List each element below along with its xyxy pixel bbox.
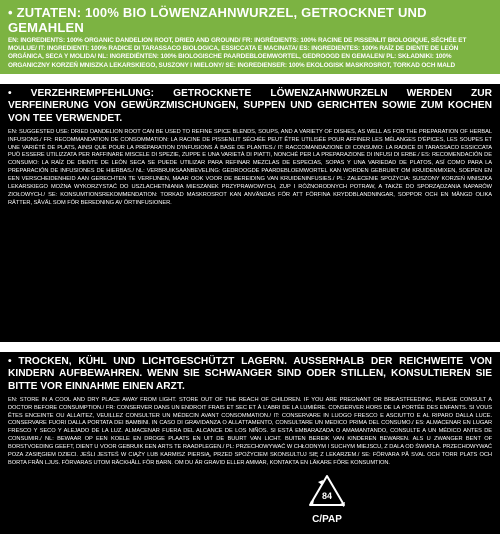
recycling-material: C/PAP: [312, 513, 342, 525]
ingredients-section: [0, 0, 500, 74]
recycle-icon: [304, 472, 350, 530]
suggested-use-heading: • VERZEHREMPFEHLUNG: GETROCKNETE LÖWENZAHNWURZELN WERDEN ZUR VERFEINERUNG VON GEWÜRZMISCHUNGEN, SUPPEN UND GERICHTEN SOWIE ZUM KOCHEN VON TEE VERWENDET.: [8, 87, 492, 124]
ingredients-heading: • ZUTATEN: 100% BIO LÖWENZAHNWURZEL, GETROCKNET UND GEMAHLEN: [8, 5, 427, 35]
ingredients-translations: EN: INGREDIENTS: 100% ORGANIC DANDELION ROOT, DRIED AND GROUND/ FR: INGRÉDIENTS: 100% RACINE DE PISSENLIT BIOLOGIQUE, SÉCHÉE ET MOULUE/ IT: INGREDIENTI: 100% RADICE DI TARASSACO BIOLOGICA, ESSICCATA E MACINATA/ ES: INGREDIENTES: 100% RAÍZ DE DIENTE DE LEÓN ORGÁNICA, SECA Y MOLIDA/ NL: INGREDIËNTEN: 100% BIOLOGISCHE PAARDEBLOEMWORTEL, GEDROOGD EN GEMALEN/ PL: SKŁADNIKI: 100% ORGANICZNY KORZEŃ MNISZKA LEKARSKIEGO, SUSZONY I MIELONY/ SE: INGREDIENSER: 100% EKOLOGISK MASKROSROT, TORKAD OCH MALD: [8, 37, 467, 69]
storage-section: [0, 352, 500, 534]
suggested-use-translations: EN: SUGGESTED USE: DRIED DANDELION ROOT CAN BE USED TO REFINE SPICE BLENDS, SOUPS, AND A VARIETY OF DISHES, AS WELL AS FOR THE PREPARATION OF HERBAL INFUSIONS./ FR: RECOMMANDATION DE CONSOMMATION: LA RACINE DE PISSENLIT SÉCHÉE PEUT ÊTRE UTILISÉE POUR AFFINER LES MÉLANGES D'ÉPICES, LES SOUPES ET UNE VARIÉTÉ DE PLATS, AINSI QUE POUR LA PRÉPARATION D'INFUSIONS À BASE DE PLANTES./ IT: RACCOMANDAZIONE DI CONSUMO: LA RADICE DI TARASSACO ESSICCATA PUÒ ESSERE UTILIZZATA PER RAFFINARE MISCELE DI SPEZIE, ZUPPE E UNA VARIETÀ DI PIATTI, NONCHÉ PER LA PREPARAZIONE DI INFUSI DI ERBE./ ES: RECOMENDACIÓN DE CONSUMO: LA RAÍZ DE DIENTE DE LEÓN SECA SE PUEDE UTILIZAR PARA REFINAR MEZCLAS DE ESPECIAS, SOPAS Y UNA VARIEDAD DE PLATOS, ASÍ COMO PARA LA PREPARACIÓN DE INFUSIONES DE HIERBAS./ NL: VERBRUIKSAANBEVELING: GEDROOGDE PAARDEBLOEMWORTEL KAN WORDEN GEBRUIKT OM KRUIDENMIXEN, SOEPEN EN EEN VERSCHEIDENHEID AAN GERECHTEN TE VERFIJNEN, MAAR OOK VOOR DE BEREIDING VAN KRUIDENINFUSIES./ PL: ZALECENIE SPOŻYCIA: SUSZONY KORZEŃ MNISZKA LEKARSKIEGO MOŻNA WYKORZYSTAĆ DO USZLACHETNIANIA MIESZANEK PRZYPRAWOWYCH, ZUP I RÓŻNORODNYCH POTRAW, A TAKŻE DO SPORZĄDZANIA NAPARÓW ZIOŁOWYCH./ SE: KONSUMTIONSREKOMMENDATION: TORKAD MASKROSROT KAN ANVÄNDAS FÖR ATT FÖRFINA KRYDDBLANDNINGAR, SOPPOR OCH EN MÄNGD OLIKA RÄTTER, SÅVÄL SOM FÖR BEREDNING AV ÖRTINFUSIONER.: [8, 128, 492, 207]
storage-heading: • TROCKEN, KÜHL UND LICHTGESCHÜTZT LAGERN. AUSSERHALB DER REICHWEITE VON KINDERN AUFBEWAHREN. WENN SIE SCHWANGER SIND ODER STILLEN, KONSULTIEREN SIE BITTE VOR EINNAHME EINEN ARZT.: [8, 355, 492, 392]
storage-translations: EN: STORE IN A COOL AND DRY PLACE AWAY FROM LIGHT. STORE OUT OF THE REACH OF CHILDREN. IF YOU ARE PREGNANT OR BREASTFEEDING, PLEASE CONSULT A DOCTOR BEFORE CONSUMPTION./ FR: CONSERVER DANS UN ENDROIT FRAIS ET SEC ET À L'ABRI DE LA LUMIÈRE. CONSERVER HORS DE LA PORTÉE DES ENFANTS. SI VOUS ÊTES ENCEINTE OU ALLAITEZ, VEUILLEZ CONSULTER UN MÉDECIN AVANT CONSOMMATION./ IT: CONSERVARE IN LUOGO FRESCO E ASCIUTTO E AL RIPARO DALLA LUCE. CONSERVARE FUORI DALLA PORTATA DEI BAMBINI. IN CASO DI GRAVIDANZA O ALLATTAMENTO, CONSULTARE UN MEDICO PRIMA DEL CONSUMO./ ES: ALMACENAR EN LUGAR FRESCO Y SECO Y ALEJADO DE LA LUZ. ALMACENAR FUERA DEL ALCANCE DE LOS NIÑOS. SI ESTÁ EMBARAZADA O AMAMANTANDO, CONSULTE A UN MÉDICO ANTES DE CONSUMIR./ NL: BEWAAR OP EEN KOELE EN DROGE PLAATS EN UIT DE BUURT VAN LICHT. BUITEN BEREIK VAN KINDEREN BEWAREN. ALS U ZWANGER BENT OF BORSTVOEDING GEEFT, DIENT U VOOR GEBRUIK EEN ARTS TE RAADPLEGEN./ PL: PRZECHOWYWAĆ W CHŁODNYM I SUCHYM MIEJSCU, Z DALA OD ŚWIATŁA. PRZECHOWYWAĆ POZA ZASIĘGIEM DZIECI. JEŚLI JESTEŚ W CIĄŻY LUB KARMISZ PIERSIĄ, PRZED SPOŻYCIEM SKONSULTUJ SIĘ Z LEKARZEM./ SE: FÖRVARA PÅ SVAL OCH TORR PLATS OCH BORTA FRÅN LJUS. FÖRVARAS UTOM RÄCKHÅLL FÖR BARN. OM DU ÄR GRAVID ELLER AMMAR, KONTAKTA EN LÄKARE FÖRE KONSUMTION.: [8, 396, 492, 467]
section-gap: [0, 74, 500, 84]
recycling-code: 84: [321, 490, 333, 501]
section-gap: [0, 342, 500, 352]
suggested-use-section: [0, 84, 500, 342]
